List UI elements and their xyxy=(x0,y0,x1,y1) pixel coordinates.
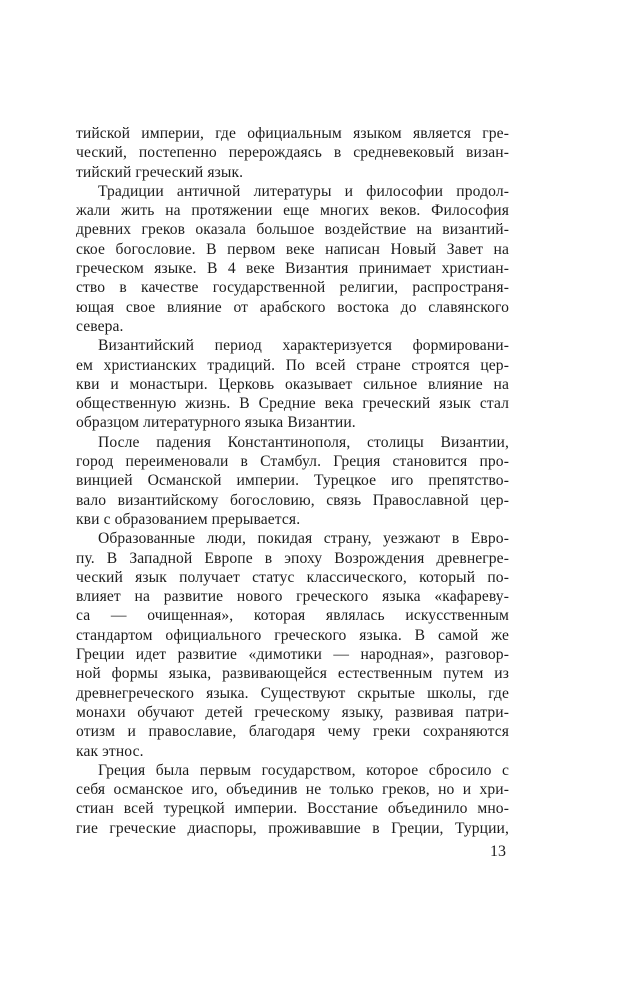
text-line: стандартом официального греческого языка. В самой же xyxy=(76,626,509,644)
text-line: са — очищенная», которая являлась искусственным xyxy=(76,607,509,625)
paragraph xyxy=(76,124,509,182)
text-line: Греция была первым государством, которое сбросило с xyxy=(98,761,509,779)
text-line: как этнос. xyxy=(76,742,144,760)
paragraph xyxy=(76,761,509,838)
text-line: тийский греческий язык. xyxy=(76,163,244,181)
text-line: вало византийскому богословию, связь Православной цер- xyxy=(76,491,509,509)
text-line: ское богословие. В первом веке написан Новый Завет на xyxy=(76,240,509,258)
text-line: тийской империи, где официальным языком является гре- xyxy=(76,125,509,142)
paragraph xyxy=(76,433,509,529)
text-line: ческий язык получает статус классического, который по- xyxy=(76,568,509,586)
paragraph xyxy=(76,182,509,336)
text-line: общественную жизнь. В Средние века греческий язык стал xyxy=(76,395,509,413)
paragraph xyxy=(76,336,509,432)
text-line: пу. В Западной Европе в эпоху Возрождения древнегре- xyxy=(76,549,509,567)
text-line: гие греческие диаспоры, проживавшие в Греции, Турции, xyxy=(76,819,509,837)
text-line: кви с образованием прерывается. xyxy=(76,510,301,528)
text-line: образцом литературного языка Византии. xyxy=(76,414,356,432)
text-line: стиан всей турецкой империи. Восстание объединило мно- xyxy=(76,800,509,818)
text-line: ем христианских традиций. По всей стране строятся цер- xyxy=(76,356,509,374)
text-line: ство в качестве государственной религии, распространя- xyxy=(76,279,509,297)
text-line: город переименовали в Стамбул. Греция становится про- xyxy=(76,453,509,471)
text-line: После падения Константинополя, столицы Византии, xyxy=(98,433,509,451)
text-line: древнегреческого языка. Существуют скрытые школы, где xyxy=(76,684,509,702)
text-line: Византийский период характеризуется формировани- xyxy=(98,337,509,355)
text-line: себя османское иго, объединив не только греков, но и хри- xyxy=(76,781,509,799)
paragraph xyxy=(76,529,509,761)
text-line: отизм и православие, благодаря чему греки сохраняются xyxy=(76,723,509,741)
text-line: монахи обучают детей греческому языку, развивая патри- xyxy=(76,703,509,721)
text-line: жали жить на протяжении еще многих веков. Философия xyxy=(76,202,509,220)
text-line: влияет на развитие нового греческого языка «кафареву- xyxy=(76,588,509,606)
text-line: древних греков оказала большое воздействие на византий- xyxy=(76,221,509,239)
text-block xyxy=(76,124,509,838)
page-number: 13 xyxy=(490,843,506,860)
text-line: греческом языке. В 4 веке Византия принимает христиан- xyxy=(76,260,509,278)
text-line: винцией Османской империи. Турецкое иго препятство- xyxy=(76,472,509,490)
text-line: Греции идет развитие «димотики — народная», разговор- xyxy=(76,646,509,664)
text-line: ющая свое влияние от арабского востока до славянского xyxy=(76,298,509,316)
text-line: Традиции античной литературы и философии продол- xyxy=(98,182,509,200)
text-line: севера. xyxy=(76,317,124,335)
text-line: ной формы языка, развивающейся естественным путем из xyxy=(76,665,509,683)
text-line: ческий, постепенно перерождаясь в средневековый визан- xyxy=(76,144,509,162)
text-line: кви и монастыри. Церковь оказывает сильное влияние на xyxy=(76,375,509,393)
text-line: Образованные люди, покидая страну, уезжают в Евро- xyxy=(98,530,509,548)
